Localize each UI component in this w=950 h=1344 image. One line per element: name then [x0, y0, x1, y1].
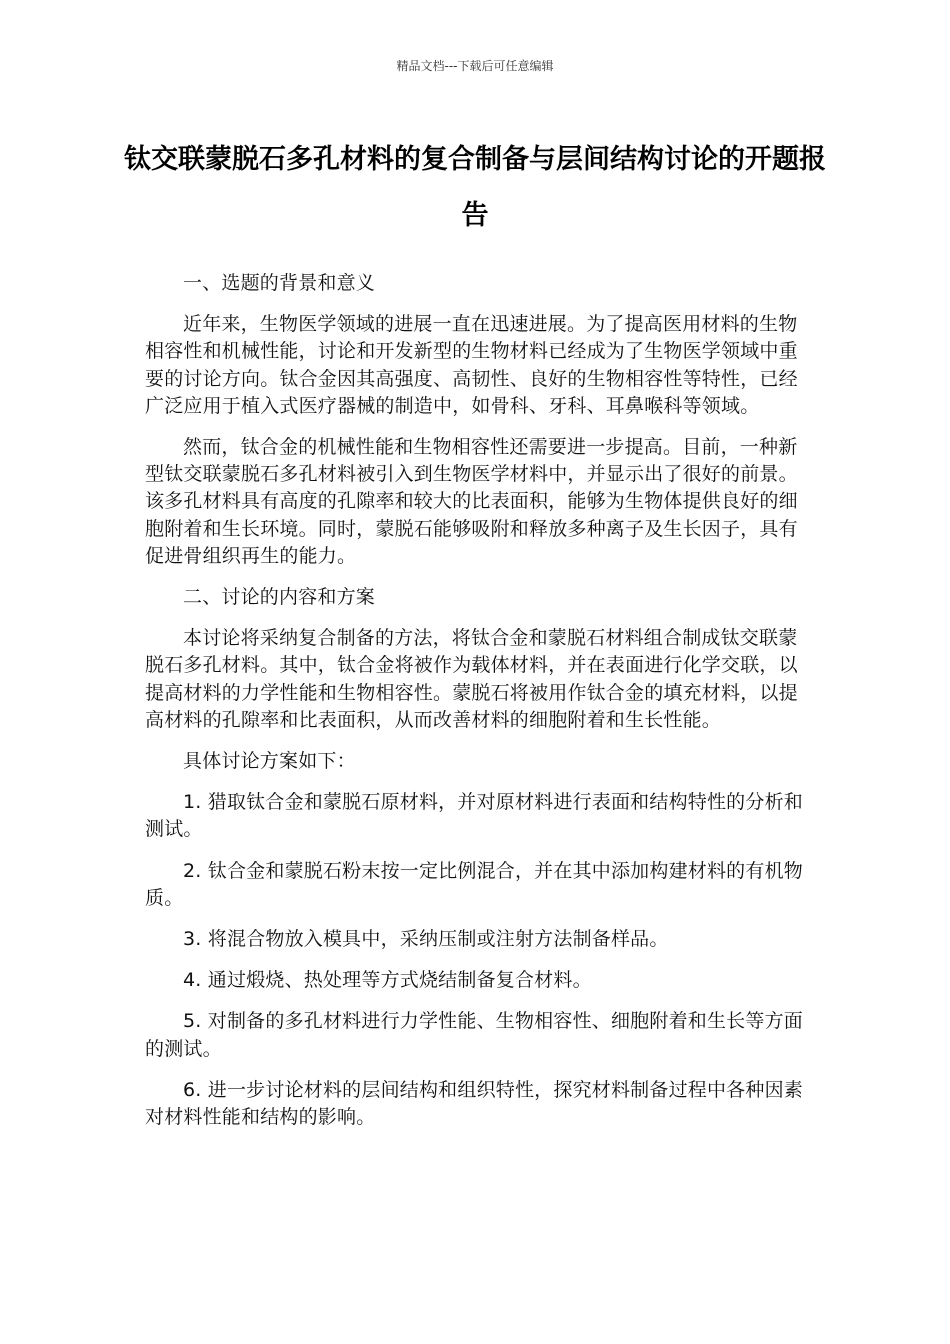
paragraph-content-method: 本讨论将采纳复合制备的方法，将钛合金和蒙脱石材料组合制成钛交联蒙脱石多孔材料。其中，钛合金将被作为载体材料，并在表面进行化学交联，以提高材料的力学性能和生物相容性。蒙脱石将被用作钛合金的填充材料，以提高材料的孔隙率和比表面积，从而改善材料的细胞附着和生长性能。 [145, 627, 798, 731]
paragraph-background-intro: 近年来，生物医学领域的进展一直在迅速进展。为了提高医用材料的生物相容性和机械性能，讨论和开发新型的生物材料已经成为了生物医学领域中重要的讨论方向。钛合金因其高强度、高韧性、良好的生物相容性等特性，已经广泛应用于植入式医疗器械的制造中，如骨科、牙科、耳鼻喉科等领域。 [145, 313, 798, 417]
list-item-step-3: 3. 将混合物放入模具中，采纳压制或注射方法制备样品。 [183, 928, 669, 951]
list-item-step-1: 1. 猎取钛合金和蒙脱石原材料，并对原材料进行表面和结构特性的分析和测试。 [145, 791, 803, 841]
document-title: 钛交联蒙脱石多孔材料的复合制备与层间结构讨论的开题报告 [124, 144, 826, 231]
document-body [145, 270, 805, 1131]
list-item-step-5: 5. 对制备的多孔材料进行力学性能、生物相容性、细胞附着和生长等方面的测试。 [145, 1010, 803, 1060]
header-note: 精品文档---下载后可任意编辑 [396, 59, 554, 73]
list-item-step-6: 6. 进一步讨论材料的层间结构和组织特性，探究材料制备过程中各种因素对材料性能和结构的影响。 [145, 1078, 803, 1129]
section-heading-content: 二、讨论的内容和方案 [183, 586, 376, 609]
list-item-step-4: 4. 通过煅烧、热处理等方式烧结制备复合材料。 [183, 969, 592, 992]
list-item-step-2: 2. 钛合金和蒙脱石粉末按一定比例混合，并在其中添加构建材料的有机物质。 [145, 859, 803, 909]
section-heading-background: 一、选题的背景和意义 [183, 272, 376, 294]
paragraph-plan-intro: 具体讨论方案如下： [183, 750, 356, 773]
paragraph-background-material: 然而，钛合金的机械性能和生物相容性还需要进一步提高。目前，一种新型钛交联蒙脱石多孔材料被引入到生物医学材料中，并显示出了很好的前景。该多孔材料具有高度的孔隙率和较大的比表面积，能够为生物体提供良好的细胞附着和生长环境。同时，蒙脱石能够吸附和释放多种离子及生长因子，具有促进骨组织再生的能力。 [145, 436, 798, 567]
